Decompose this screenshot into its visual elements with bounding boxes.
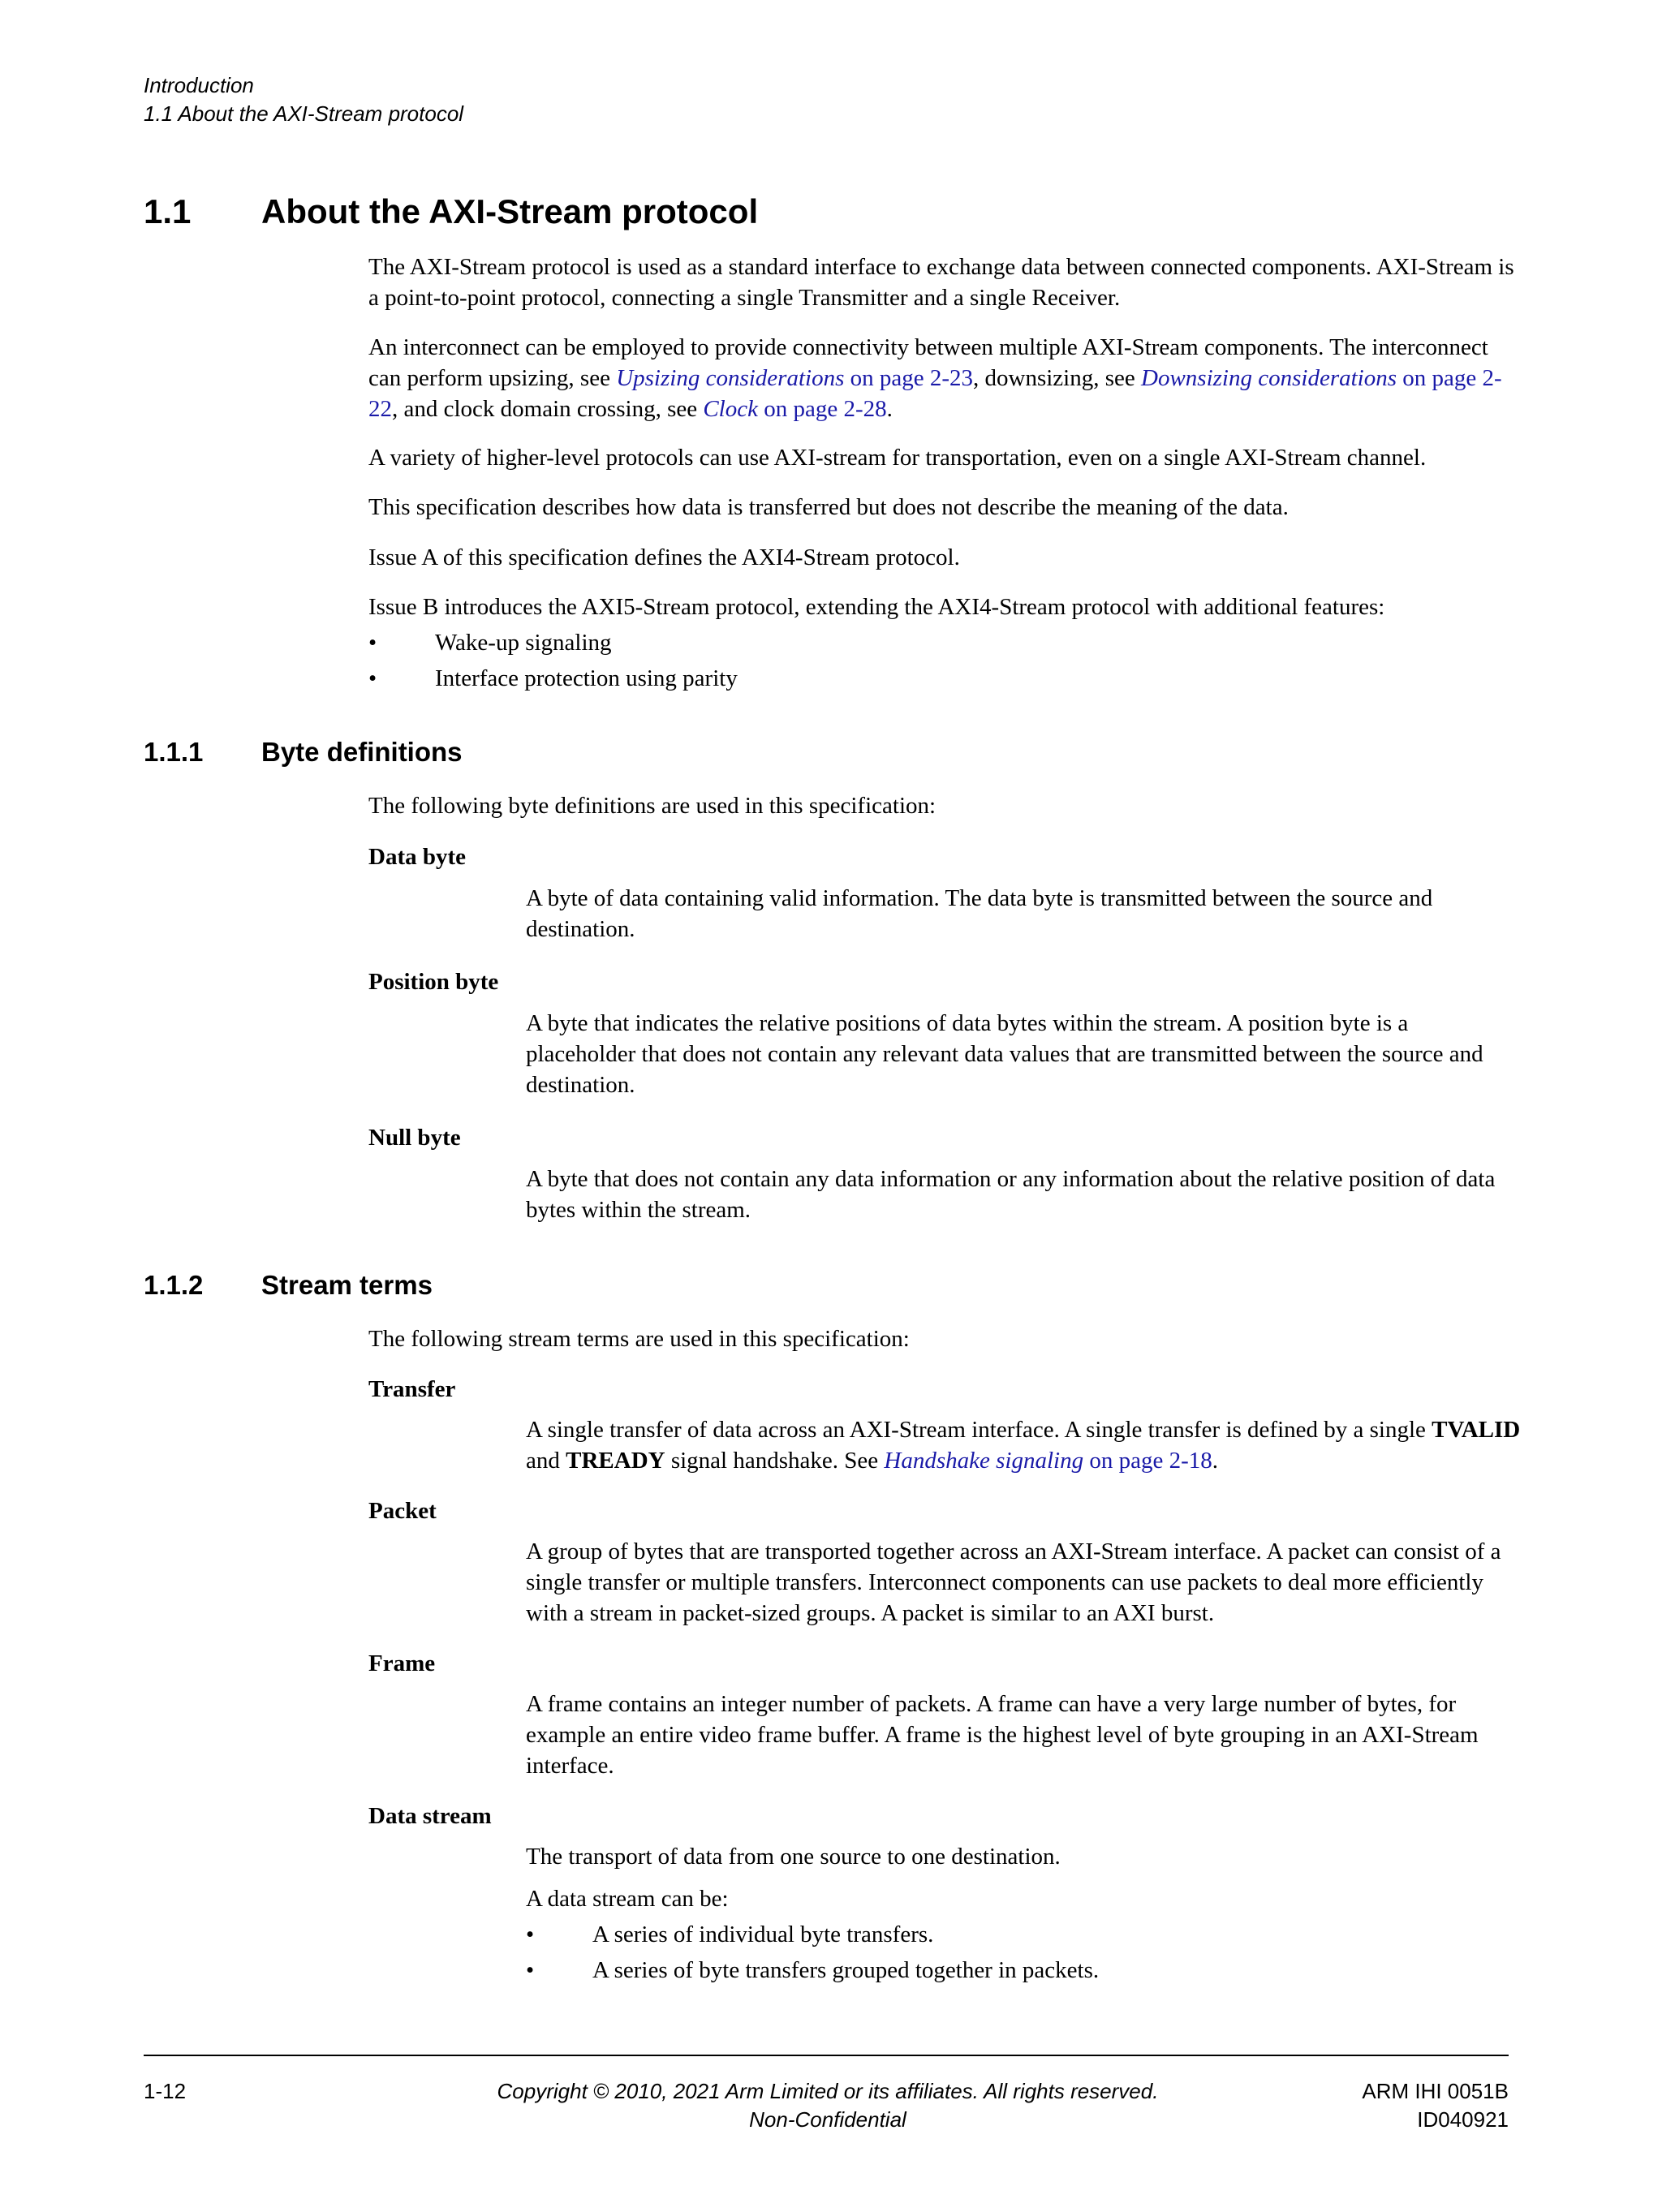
paragraph-issue-a: Issue A of this specification defines the AXI4-Stream protocol. <box>368 544 960 570</box>
page-number: 1-12 <box>144 2079 187 2103</box>
term-position-byte: Position byte <box>368 969 499 995</box>
link-handshake-signaling[interactable]: Handshake signaling on page 2-18 <box>884 1448 1212 1474</box>
definition-null-byte: A byte that does not contain any data information or any information about the relative position of data bytes within the stream. <box>526 1166 1496 1223</box>
footer-copyright: Copyright © 2010, 2021 Arm Limited or its affiliates. All rights reserved. Non-Confidential <box>497 2079 1159 2132</box>
running-header-chapter: Introduction <box>144 73 254 97</box>
definition-data-byte: A byte of data containing valid information. The data byte is transmitted between the source and destination. <box>526 885 1433 942</box>
paragraph-interconnect: An interconnect can be employed to provide connectivity between multiple AXI-Stream components. The interconnect can perform upsizing, see Upsizing considerations on page 2-23, downsizing, see Downsizing considerations on page 2-22, and clock domain crossing, see Clock on page 2-28. <box>368 334 1502 422</box>
term-data-stream: Data stream <box>368 1803 492 1829</box>
section-number: 1.1 <box>144 192 192 230</box>
footer-divider <box>144 2055 1509 2056</box>
definition-data-stream-can-be: A data stream can be: <box>526 1886 729 1912</box>
running-header-section: 1.1 About the AXI-Stream protocol <box>144 101 464 126</box>
paragraph-issue-b: Issue B introduces the AXI5-Stream protocol, extending the AXI4-Stream protocol with additional features: <box>368 594 1385 620</box>
bullet-icon: • <box>368 665 377 691</box>
bullet-item: • Wake-up signaling <box>368 627 612 658</box>
bullet-icon: • <box>526 1922 535 1947</box>
bullet-icon: • <box>368 630 377 656</box>
footer-document-id: ARM IHI 0051B ID040921 <box>1362 2079 1509 2132</box>
paragraph-spec-scope: This specification describes how data is transferred but does not describe the meaning of the data. <box>368 494 1289 520</box>
subsection-heading-byte-definitions: 1.1.1 Byte definitions <box>144 737 463 767</box>
term-packet: Packet <box>368 1498 437 1524</box>
definition-position-byte: A byte that indicates the relative positions of data bytes within the stream. A position byte is a placeholder that does not contain any relevant data values that are transmitted between the source and destination. <box>526 1010 1483 1098</box>
subsection-heading-stream-terms: 1.1.2 Stream terms <box>144 1270 433 1300</box>
paragraph-higher-level-protocols: A variety of higher-level protocols can use AXI-stream for transportation, even on a single AXI-Stream channel. <box>368 445 1427 471</box>
paragraph-intro: The AXI-Stream protocol is used as a standard interface to exchange data between connected components. AXI-Stream is a point-to-point protocol, connecting a single Transmitter and a single Receiver. <box>368 254 1514 311</box>
bullet-item: • A series of byte transfers grouped together in packets. <box>526 1955 1099 1986</box>
paragraph-byte-definitions-intro: The following byte definitions are used in this specification: <box>368 793 936 819</box>
definition-transfer: A single transfer of data across an AXI-Stream interface. A single transfer is defined by a single TVALID and TREADY signal handshake. See Handshake signaling on page 2-18. <box>526 1417 1521 1474</box>
definition-frame: A frame contains an integer number of packets. A frame can have a very large number of bytes, for example an entire video frame buffer. A frame is the highest level of byte grouping in an AXI-Stream interface. <box>526 1691 1479 1779</box>
definition-packet: A group of bytes that are transported together across an AXI-Stream interface. A packet can consist of a single transfer or multiple transfers. Interconnect components can use packets to deal more efficiently with a stream in packet-sized groups. A packet is similar to an AXI burst. <box>526 1539 1501 1626</box>
definition-data-stream: The transport of data from one source to one destination. <box>526 1844 1061 1870</box>
signal-tready: TREADY <box>566 1448 665 1474</box>
bullet-icon: • <box>526 1957 535 1983</box>
term-transfer: Transfer <box>368 1376 456 1402</box>
paragraph-stream-terms-intro: The following stream terms are used in this specification: <box>368 1326 910 1352</box>
signal-tvalid: TVALID <box>1432 1417 1521 1443</box>
bullet-item: • A series of individual byte transfers. <box>526 1919 933 1950</box>
term-data-byte: Data byte <box>368 844 467 870</box>
bullet-item: • Interface protection using parity <box>368 663 738 694</box>
link-downsizing-considerations[interactable]: Downsizing considerations on page 2-22 <box>368 365 1502 422</box>
link-upsizing-considerations[interactable]: Upsizing considerations on page 2-23 <box>616 365 974 391</box>
term-null-byte: Null byte <box>368 1125 461 1151</box>
section-heading <box>144 189 758 235</box>
running-header <box>144 71 463 128</box>
term-frame: Frame <box>368 1650 436 1676</box>
link-clock[interactable]: Clock on page 2-28 <box>703 396 887 422</box>
section-title: About the AXI-Stream protocol <box>261 192 759 230</box>
